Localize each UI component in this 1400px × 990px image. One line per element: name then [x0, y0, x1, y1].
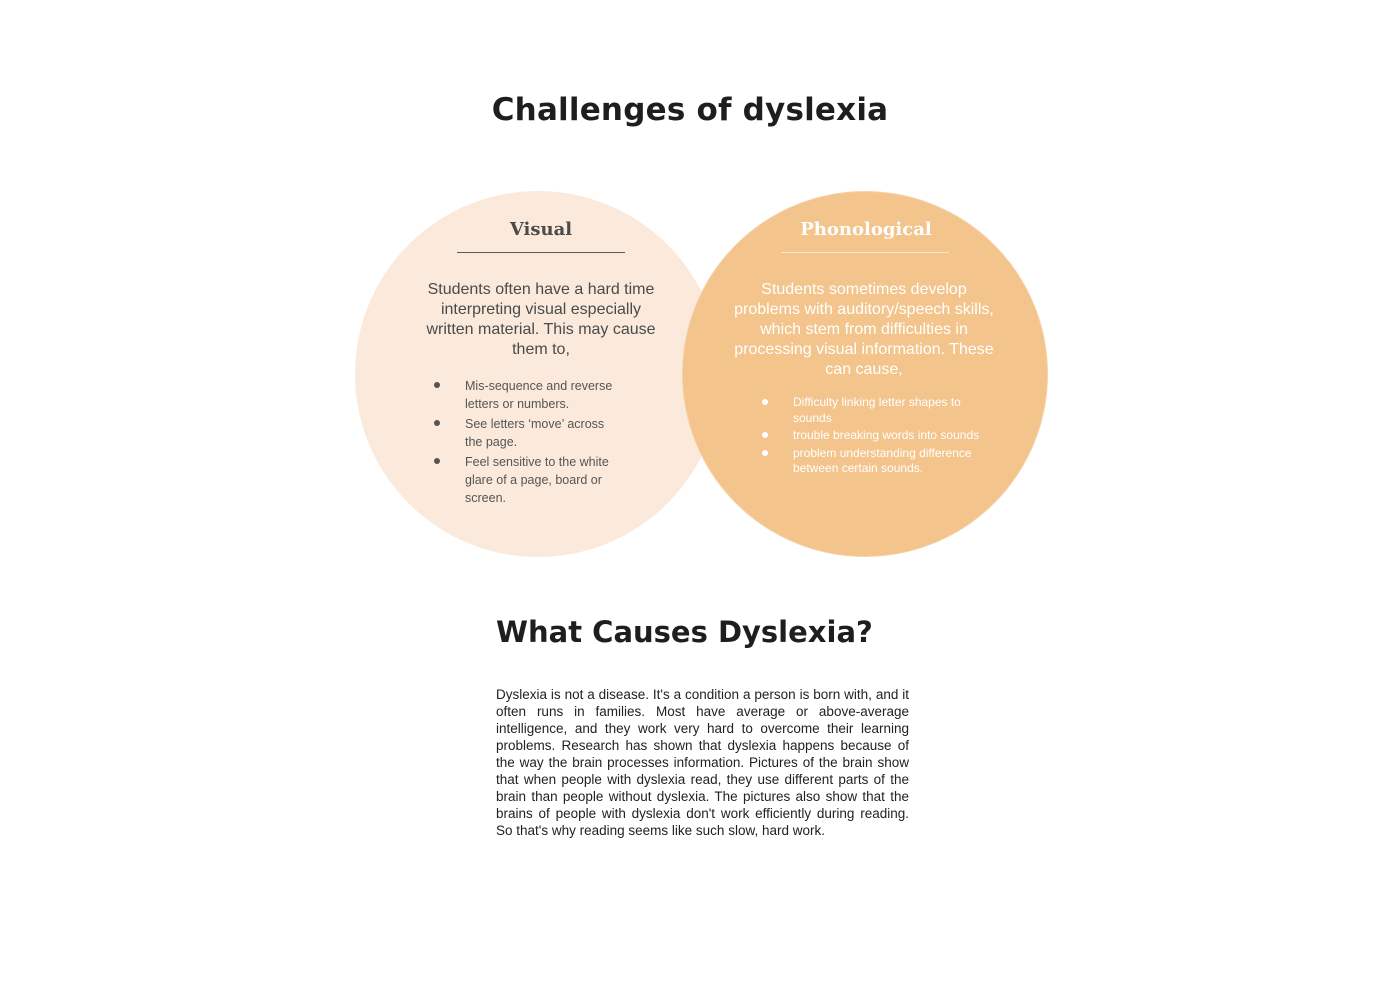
bullet-text: problem understanding difference between certain sounds. — [793, 445, 972, 475]
list-item — [793, 395, 983, 426]
list-item — [465, 415, 625, 451]
bullet-text: Mis-sequence and reverse letters or numbers. — [465, 379, 613, 411]
list-item — [465, 377, 625, 413]
bullet-dot-icon — [434, 382, 440, 388]
bullet-text: Feel sensitive to the white glare of a page, board or screen. — [465, 455, 609, 505]
visual-heading-divider — [457, 252, 625, 253]
phonological-heading-divider — [781, 252, 949, 253]
visual-intro: Students often have a hard time interpreting visual especially written material. This may cause them to, — [426, 281, 656, 358]
bullet-dot-icon — [762, 432, 768, 438]
phonological-bullet-list — [793, 395, 983, 479]
phonological-heading: Phonological — [800, 219, 932, 240]
causes-heading: What Causes Dyslexia? — [496, 615, 873, 649]
page-title: Challenges of dyslexia — [491, 92, 889, 128]
bullet-text: See letters ‘move’ across the page. — [465, 417, 605, 449]
bullet-dot-icon — [762, 450, 768, 456]
list-item — [793, 428, 983, 444]
visual-bullet-list — [465, 377, 625, 509]
bullet-text: trouble breaking words into sounds — [793, 428, 980, 442]
visual-heading: Visual — [509, 219, 573, 240]
phonological-intro: Students sometimes develop problems with auditory/speech skills, which stem from difficulties in processing visual information. These can cause, — [734, 281, 994, 378]
bullet-dot-icon — [434, 458, 440, 464]
bullet-dot-icon — [434, 420, 440, 426]
bullet-dot-icon — [762, 399, 768, 405]
bullet-text: Difficulty linking letter shapes to sounds — [793, 395, 961, 425]
list-item — [465, 453, 625, 507]
causes-paragraph: Dyslexia is not a disease. It's a condition a person is born with, and it often runs in families. Most have average or above-average intelligence, and they work very hard to overcome their learning problems. Research has shown that dyslexia happens because of the way the brain processes information. Pictures of the brain show that when people with dyslexia read, they use different parts of the brain than people without dyslexia. The pictures also show that the brains of people with dyslexia don't work efficiently during reading. So that's why reading seems like such slow, hard work. — [496, 687, 909, 838]
list-item — [793, 446, 983, 477]
